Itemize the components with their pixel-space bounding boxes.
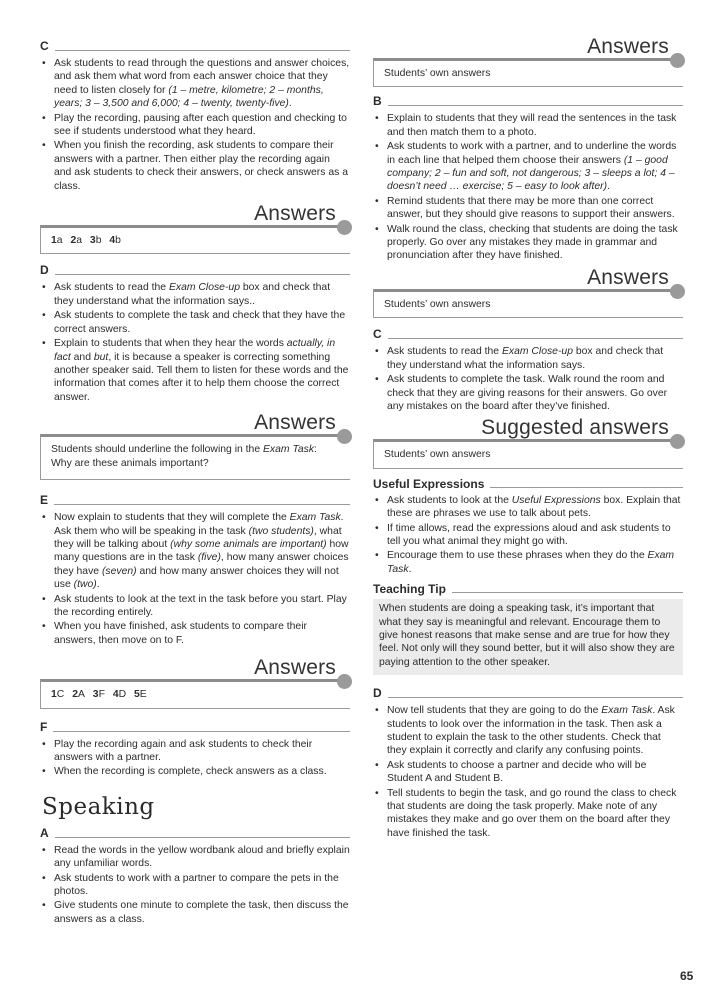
list-item: • Ask students to work with a partner to compare the pets in the photos. [40, 872, 350, 899]
section-b-heading: B [373, 95, 683, 108]
list-item: • When the recording is complete, check answers as a class. [40, 765, 350, 778]
list-item: • Ask students to read the Exam Close-up box and check that they understand what the information says. [373, 345, 683, 372]
page-number: 65 [680, 969, 694, 983]
answers-content: Students’ own answers [373, 439, 683, 468]
answers-title: Answers [254, 656, 336, 680]
list-item: • Explain to students that they will read the sentences in the task and then match them to a photo. [373, 112, 683, 139]
list-item: • Ask students to complete the task. Walk round the room and check that they are giving reasons for their answers. Go over any mistakes on the board after they’ve finished. [373, 373, 683, 413]
list-item: • Ask students to read the Exam Close-up box and check that they understand what the information says.. [40, 281, 350, 308]
list-item: • Now tell students that they are going to do the Exam Task. Ask students to look over the information in the task. Then ask a student to explain the task to the other students. Check that they explain it correctly and clarify any confusing points. [373, 704, 683, 758]
speaking-title: Speaking [42, 793, 155, 820]
teaching-tip-heading: Teaching Tip [373, 582, 683, 596]
bullet-dot-icon [337, 220, 352, 235]
answers-content: Students’ own answers [373, 58, 683, 87]
list-item: • Ask students to work with a partner, and to underline the words in each line that helped them choose their answers (1 – good company; 2 – fun and soft, not dangerous; 3 – sleeps a lot; 4 – doesn’t need … exercise; 5 – easy to look after). [373, 140, 683, 194]
section-d-heading: D [40, 264, 350, 277]
list-item: • Tell students to begin the task, and go round the class to check that students are doing the task properly. Make note of any mistakes they make and go over them on the board after they have finished the task. [373, 787, 683, 841]
list-item: • Ask students to choose a partner and decide who will be Student A and Student B. [373, 759, 683, 786]
answers-content: 1a 2a 3b 4b [40, 225, 350, 254]
list-item: • Ask students to look at the Useful Expressions box. Explain that these are phrases we use to talk about pets. [373, 494, 683, 521]
answers-content: Students should underline the following in the Exam Task: Why are these animals important? [40, 434, 350, 480]
list-item: • Ask students to complete the task and check that they have the correct answers. [40, 309, 350, 336]
section-c-heading: C [40, 40, 350, 53]
answers-title: Answers [254, 411, 336, 435]
list-item: • When you have finished, ask students to compare their answers, then move on to F. [40, 620, 350, 647]
right-column [373, 36, 683, 841]
section-c-heading: C [373, 328, 683, 341]
bullet-dot-icon [670, 53, 685, 68]
answers-content: 1C 2A 3F 4D 5E [40, 679, 350, 708]
section-e-list [40, 511, 350, 647]
section-a-heading: A [40, 827, 350, 840]
list-item: • Ask students to read through the questions and answer choices, and ask them what word from each answer choice that they need to listen closely for (1 – metre, kilometre; 2 – months, years; 3 – 3,500 and 6,000; 4 – twenty, twenty-five). [40, 57, 350, 111]
list-item: • Explain to students that when they hear the words actually, in fact and but, it is because a speaker is correcting something another speaker said. Tell them to listen for these words and the information that comes after it to help them choose the correct answer. [40, 337, 350, 404]
answers-box [40, 657, 350, 708]
answers-title: Answers [587, 35, 669, 58]
answers-box [40, 412, 350, 480]
answers-title: Answers [254, 202, 336, 226]
list-item: • Ask students to look at the text in the task before you start. Play the recording entirely. [40, 593, 350, 620]
useful-expressions-heading: Useful Expressions [373, 477, 683, 491]
list-item: • Read the words in the yellow wordbank aloud and briefly explain any unfamiliar words. [40, 844, 350, 871]
section-a-list [40, 844, 350, 926]
useful-expressions-list [373, 494, 683, 576]
list-item: • Remind students that there may be more than one correct answer, but they should give reasons to support their answers. [373, 195, 683, 222]
left-column [40, 36, 350, 927]
answers-box [40, 203, 350, 254]
list-item: • Now explain to students that they will complete the Exam Task. Ask them who will be speaking in the task (two students), what they will be talking about (why some animals are important) how many questions are in the task (five), how many answer choices they have (seven) and how many answer choices they will not use (two). [40, 511, 350, 591]
list-item: • Encourage them to use these phrases when they do the Exam Task. [373, 549, 683, 576]
section-b-list [373, 112, 683, 262]
answers-box [373, 267, 683, 318]
section-c-list [373, 345, 683, 413]
list-item: • If time allows, read the expressions aloud and ask students to tell you what animal they might go with. [373, 522, 683, 549]
list-item: • When you finish the recording, ask students to compare their answers with a partner. Then either play the recording again and ask students to check their answers, or check answers as a class. [40, 139, 350, 193]
teaching-tip-box: When students are doing a speaking task, it’s important that what they say is meaningful and relevant. Encourage them to give honest reasons that make sense and are true for how they feel. Not only will they sound better, but it will also show they are paying attention to the other speaker. [373, 599, 683, 675]
section-f-heading: F [40, 721, 350, 734]
section-d-list [40, 281, 350, 404]
bullet-dot-icon [670, 284, 685, 299]
list-item: • Walk round the class, checking that students are doing the task properly. Go over any mistakes they made in grammar and pronunciation after they have finished. [373, 223, 683, 263]
section-d-heading: D [373, 687, 683, 700]
section-e-heading: E [40, 494, 350, 507]
section-c-list [40, 57, 350, 193]
answers-content: Students’ own answers [373, 289, 683, 318]
section-f-list [40, 738, 350, 779]
list-item: • Give students one minute to complete the task, then discuss the answers as a class. [40, 899, 350, 926]
list-item: • Play the recording again and ask students to check their answers with a partner. [40, 738, 350, 765]
answers-title: Answers [587, 265, 669, 289]
answers-title: Suggested answers [481, 416, 669, 440]
list-item: • Play the recording, pausing after each question and checking to see if students understood what they heard. [40, 112, 350, 139]
answers-box [373, 36, 683, 87]
section-d-list [373, 704, 683, 840]
suggested-answers-box [373, 417, 683, 468]
